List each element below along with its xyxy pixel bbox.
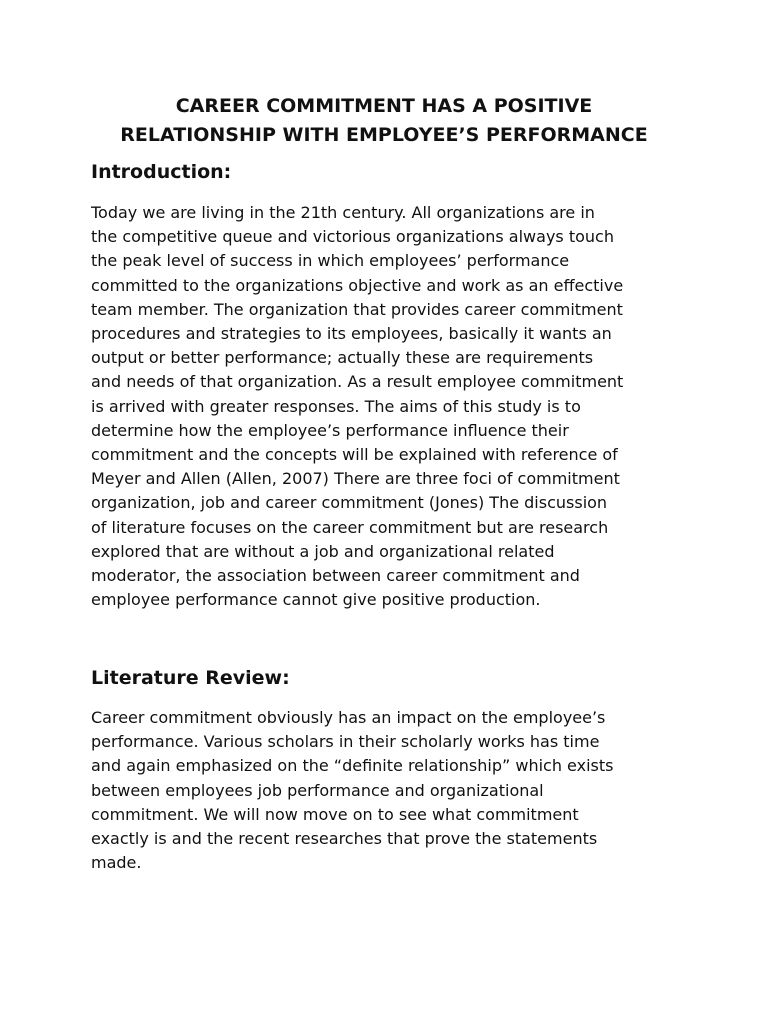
- text-line: exactly is and the recent researches that prove the statements: [91, 829, 598, 849]
- text-line: the peak level of success in which employees’ performance: [91, 251, 570, 271]
- text-line: organization, job and career commitment (Jones) The discussion: [91, 493, 608, 513]
- text-line: commitment and the concepts will be explained with reference of: [91, 445, 618, 465]
- text-line: explored that are without a job and organizational related: [91, 541, 555, 561]
- text-line: procedures and strategies to its employees, basically it wants an: [91, 324, 612, 344]
- text-line: and needs of that organization. As a result employee commitment: [91, 372, 624, 392]
- title-line: CAREER COMMITMENT HAS A POSITIVE: [175, 95, 593, 117]
- text-line: of literature focuses on the career commitment but are research: [91, 517, 609, 537]
- text-line: made.: [91, 853, 142, 873]
- text-line: committed to the organizations objective and work as an effective: [91, 275, 624, 295]
- text-line: determine how the employee’s performance influence their: [91, 420, 569, 440]
- document-title: [60, 92, 708, 150]
- text-line: commitment. We will now move on to see what commitment: [91, 804, 579, 824]
- text-line: is arrived with greater responses. The aims of this study is to: [91, 396, 581, 416]
- text-line: output or better performance; actually these are requirements: [91, 348, 594, 368]
- text-line: between employees job performance and organizational: [91, 780, 544, 800]
- text-line: Career commitment obviously has an impact on the employee’s: [91, 708, 606, 727]
- text-line: the competitive queue and victorious organizations always touch: [91, 227, 614, 247]
- text-line: employee performance cannot give positive production.: [91, 590, 541, 610]
- section-heading-literature-review: Literature Review:: [91, 667, 290, 689]
- title-line: RELATIONSHIP WITH EMPLOYEE’S PERFORMANCE: [120, 124, 648, 146]
- text-line: moderator, the association between career commitment and: [91, 566, 580, 586]
- introduction-paragraph: [91, 201, 691, 612]
- text-line: Meyer and Allen (Allen, 2007) There are three foci of commitment: [91, 469, 620, 489]
- section-heading-introduction: Introduction:: [91, 161, 232, 183]
- text-line: Today we are living in the 21th century. All organizations are in: [91, 203, 595, 222]
- literature-review-paragraph: [91, 706, 691, 875]
- text-line: performance. Various scholars in their scholarly works has time: [91, 732, 600, 752]
- text-line: team member. The organization that provides career commitment: [91, 299, 623, 319]
- text-line: and again emphasized on the “definite relationship” which exists: [91, 756, 614, 776]
